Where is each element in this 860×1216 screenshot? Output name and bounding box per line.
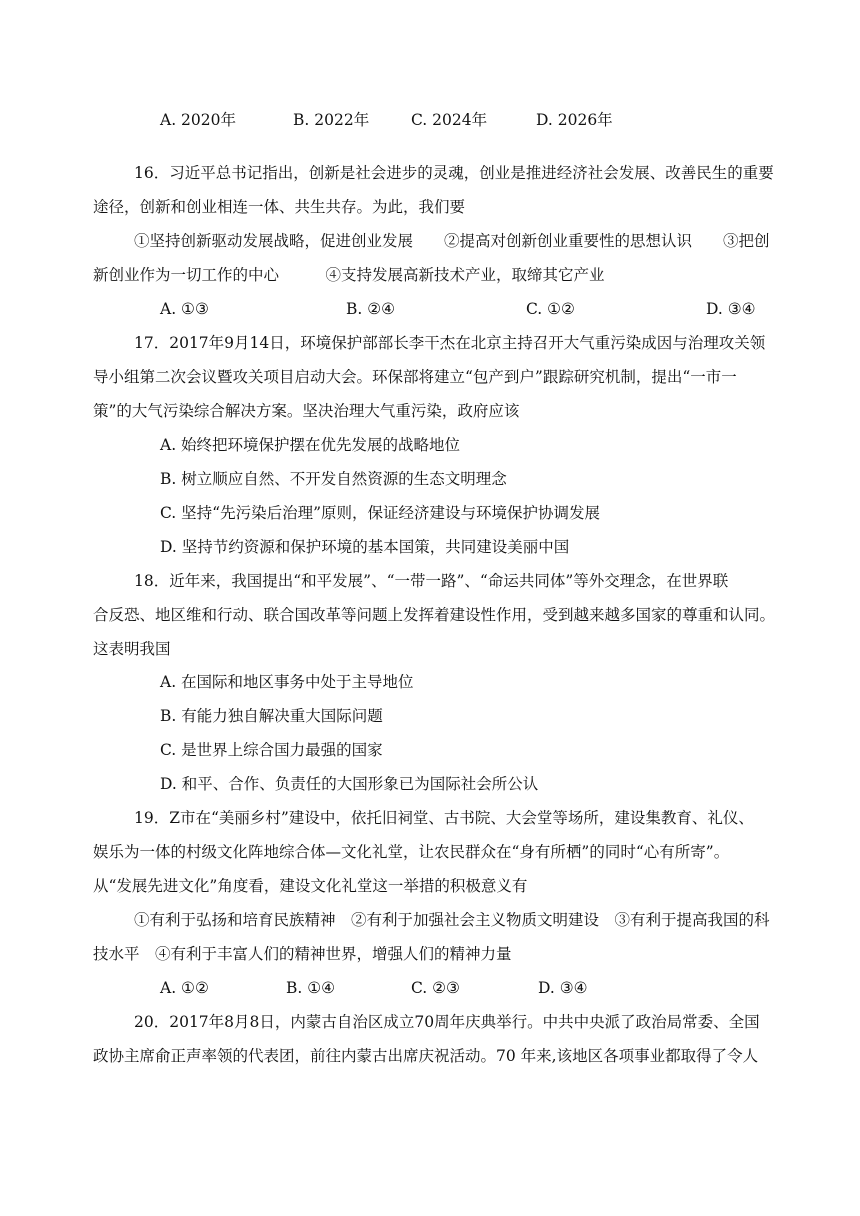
q16-option-d: D. ③④: [706, 300, 756, 318]
q16-option-b: B. ②④: [346, 300, 396, 318]
q17-option-a: A. 始终把环境保护摆在优先发展的战略地位: [160, 436, 461, 454]
q15-option-b: B. 2022年: [293, 111, 370, 129]
q19-item-line-1: ①有利于弘扬和培育民族精神 ②有利于加强社会主义物质文明建设 ③有利于提高我国的科: [134, 911, 770, 929]
q19-option-b: B. ①④: [286, 979, 336, 997]
q17-option-c: C. 坚持“先污染后治理”原则，保证经济建设与环境保护协调发展: [160, 504, 601, 522]
q16-item-line-1: ①坚持创新驱动发展战略，促进创业发展 ②提高对创新创业重要性的思想认识 ③把创: [134, 232, 770, 250]
q17-stem-line-3: 策”的大气污染综合解决方案。坚决治理大气重污染，政府应该: [93, 402, 520, 420]
q20-stem-line-2: 政协主席俞正声率领的代表团，前往内蒙古出席庆祝活动。70 年来,该地区各项事业都取得了令人: [93, 1047, 759, 1065]
q17-option-d: D. 坚持节约资源和保护环境的基本国策，共同建设美丽中国: [160, 538, 570, 556]
q19-option-d: D. ③④: [538, 979, 588, 997]
q18-option-d: D. 和平、合作、负责任的大国形象已为国际社会所公认: [160, 775, 539, 793]
q20-stem-line-1: 20．2017年8月8日，内蒙古自治区成立70周年庆典举行。中共中央派了政治局常委、全国: [134, 1013, 760, 1031]
q19-stem-line-1: 19．Z市在“美丽乡村”建设中，依托旧祠堂、古书院、大会堂等场所，建设集教育、礼仪、: [134, 809, 754, 827]
q19-stem-line-3: 从“发展先进文化”角度看，建设文化礼堂这一举措的积极意义有: [93, 877, 528, 895]
q18-option-a: A. 在国际和地区事务中处于主导地位: [160, 673, 414, 691]
q18-stem-line-1: 18．近年来，我国提出“和平发展”、“一带一路”、“命运共同体”等外交理念，在世界联: [134, 572, 729, 590]
q15-option-d: D. 2026年: [536, 111, 613, 129]
q19-option-c: C. ②③: [411, 979, 460, 997]
q19-options: [160, 978, 588, 998]
q16-option-c: C. ①②: [526, 300, 575, 318]
q19-stem-line-2: 娱乐为一体的村级文化阵地综合体—文化礼堂，让农民群众在“身有所栖”的同时“心有所寄”。: [93, 843, 730, 861]
q15-option-c: C. 2024年: [411, 111, 488, 129]
q18-stem-line-2: 合反恐、地区维和行动、联合国改革等问题上发挥着建设性作用，受到越来越多国家的尊重和认同。: [93, 606, 776, 624]
q19-item-line-2: 技水平 ④有利于丰富人们的精神世界，增强人们的精神力量: [93, 945, 512, 963]
q16-options: [160, 299, 756, 319]
q17-option-b: B. 树立顺应自然、不开发自然资源的生态文明理念: [160, 470, 507, 488]
q15-options: [160, 110, 613, 130]
q19-option-a: A. ①②: [160, 979, 209, 997]
q16-stem-line-1: 16．习近平总书记指出，创新是社会进步的灵魂，创业是推进经济社会发展、改善民生的重要: [134, 164, 774, 182]
q17-stem-line-1: 17．2017年9月14日，环境保护部部长李干杰在北京主持召开大气重污染成因与治理攻关领: [134, 334, 766, 352]
q16-item-line-2: 新创业作为一切工作的中心 ④支持发展高新技术产业，取缔其它产业: [93, 266, 605, 284]
q18-option-b: B. 有能力独自解决重大国际问题: [160, 707, 383, 725]
q16-stem-line-2: 途径，创新和创业相连一体、共生共存。为此，我们要: [93, 198, 466, 216]
q18-option-c: C. 是世界上综合国力最强的国家: [160, 741, 383, 759]
q16-option-a: A. ①③: [160, 300, 209, 318]
q18-stem-line-3: 这表明我国: [93, 640, 171, 658]
q15-option-a: A. 2020年: [160, 111, 236, 129]
q17-stem-line-2: 导小组第二次会议暨攻关项目启动大会。环保部将建立“包产到户”跟踪研究机制，提出“一市一: [93, 368, 737, 386]
